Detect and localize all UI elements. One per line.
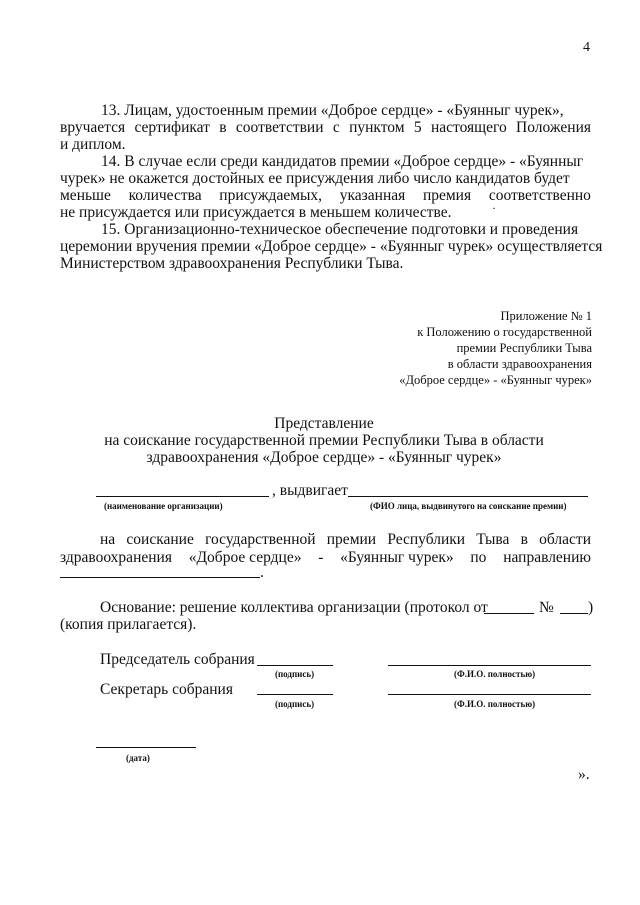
word: сертификат [134,119,210,136]
secretary-label: Секретарь собрания [100,681,233,698]
nominee-caption: (ФИО лица, выдвинутого на соискание премии) [370,501,567,511]
para-13-line-2 [60,120,591,136]
nominates-text: , выдвигает [272,482,348,499]
word: премия [422,187,472,204]
word: 5 [413,119,422,136]
nominee-blank [348,496,588,497]
para-13-line-3: и диплом. [60,136,126,153]
closing-quote: ». [578,766,590,783]
organization-blank [96,496,269,497]
copy-attached: (копия прилагается). [60,616,197,633]
word: - [318,549,324,566]
nomination-line-2 [60,550,591,566]
word: присуждаемых, [219,187,323,204]
secretary-signature-caption: (подпись) [275,699,315,709]
word: соответствии [235,119,324,136]
word: Тыва [476,531,510,548]
word: в [520,531,528,548]
appendix-line-3: премии Республики Тыва [456,341,592,355]
para-15-line-3: Министерством здравоохранения Республики Тыва. [60,255,404,272]
basis-close: ) [588,599,594,616]
word: государственной [205,531,316,548]
appendix-line-5: «Доброе сердце» - «Буянныг чурек» [399,373,592,387]
para-13-line-1: 13. Лицам, удостоенным премии «Доброе сердце» - «Буянныг чурек», [101,102,564,119]
word: вручается [60,119,126,136]
word: настоящего [430,119,507,136]
appendix-line-1: Приложение № 1 [500,309,592,323]
word: по [470,549,487,566]
form-subtitle-line-1: на соискание государственной премии Республики Тыва в области [104,432,544,449]
organization-caption: (наименование организации) [104,501,223,511]
chairman-signature-caption: (подпись) [275,669,315,679]
form-title: Представление [274,415,374,432]
chairman-signature-blank [257,665,333,666]
basis-text: Основание: решение коллектива организации (протокол от [100,599,488,616]
word: соискание [126,531,194,548]
word: указанная [339,187,406,204]
word: пунктом [349,119,405,136]
word: Положения [516,119,591,136]
para-14-line-4: не присуждается или присуждается в меньшем количестве. [60,204,452,221]
word: меньше [60,187,111,204]
secretary-fio-caption: (Ф.И.О. полностью) [454,699,536,709]
word: на [100,531,116,548]
page-number: 4 [583,40,590,55]
para-15-line-2: церемонии вручения премии «Доброе сердце» - «Буянныг чурек» осуществляется [60,238,603,255]
para-14-line-2: чурек» не окажется достойных ее присуждения либо число кандидатов будет [60,170,570,187]
word: премии [326,531,377,548]
appendix-line-4: в области здравоохранения [447,357,592,371]
word: соответственно [488,187,591,204]
para-14-line-1: 14. В случае если среди кандидатов премии «Доброе сердце» - «Буянныг [101,153,584,170]
word: с [332,119,340,136]
secretary-signature-blank [257,694,333,695]
nomination-line-1 [100,532,591,548]
chairman-label: Председатель собрания [100,651,255,668]
form-subtitle-line-2: здравоохранения «Доброе сердце» - «Буянныг чурек» [146,449,502,466]
para-14-line-3 [60,188,591,204]
word: в [219,119,227,136]
word: направлению [503,549,591,566]
word: здравоохранения [60,549,172,566]
chairman-fio-blank [388,665,591,666]
appendix-line-2: к Положению о государственной [417,325,592,339]
direction-blank [60,577,260,578]
protocol-date-blank [484,613,534,614]
number-sign: № [539,599,554,616]
protocol-number-blank [560,613,588,614]
date-blank [96,747,196,748]
word: области [539,531,591,548]
chairman-fio-caption: (Ф.И.О. полностью) [454,669,536,679]
word: «Доброе сердце» [188,549,302,566]
para-15-line-1: 15. Организационно-техническое обеспечение подготовки и проведения [101,221,579,238]
direction-period: . [260,564,264,581]
secretary-fio-blank [388,694,591,695]
stray-mark: · [492,201,496,215]
word: количества [128,187,202,204]
word: «Буянныг чурек» [340,549,454,566]
word: Республики [387,531,466,548]
date-caption: (дата) [126,753,150,763]
